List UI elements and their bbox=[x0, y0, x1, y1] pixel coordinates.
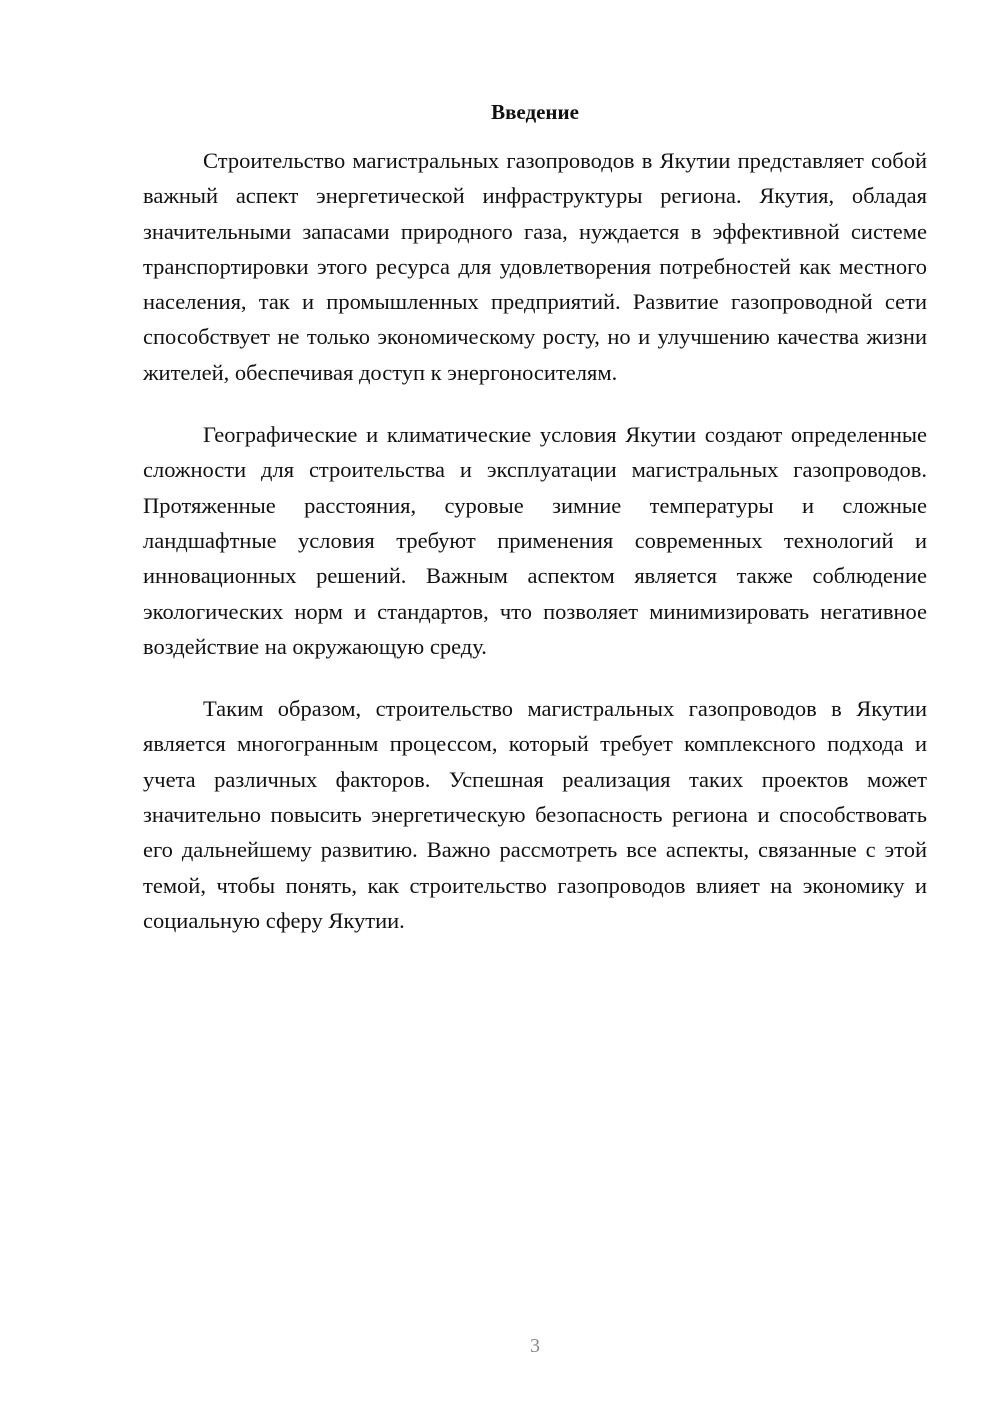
paragraph-1: Строительство магистральных газопроводов в Якутии представляет собой важный аспект энергетической инфраструктуры региона. Якутия, обладая значительными запасами природного газа, нуждается в эффективной системе транспортировки этого ресурса для удовлетворения потребностей как местного населения, так и промышленных предприятий. Развитие газопроводной сети способствует не только экономическому росту, но и улучшению качества жизни жителей, обеспечивая доступ к энергоносителям. bbox=[143, 148, 927, 385]
paragraph-2: Географические и климатические условия Якутии создают определенные сложности для строительства и эксплуатации магистральных газопроводов. Протяженные расстояния, суровые зимние температуры и сложные ландшафтные условия требуют применения современных технологий и инновационных решений. Важным аспектом является также соблюдение экологических норм и стандартов, что позволяет минимизировать негативное воздействие на окружающую среду. bbox=[143, 422, 927, 659]
section-heading: Введение bbox=[491, 100, 579, 124]
page-number: 3 bbox=[530, 1335, 540, 1357]
document-body bbox=[143, 143, 927, 965]
paragraph-3: Таким образом, строительство магистральных газопроводов в Якутии является многогранным процессом, который требует комплексного подхода и учета различных факторов. Успешная реализация таких проектов может значительно повысить энергетическую безопасность региона и способствовать его дальнейшему развитию. Важно рассмотреть все аспекты, связанные с этой темой, чтобы понять, как строительство газопроводов влияет на экономику и социальную сферу Якутии. bbox=[143, 696, 927, 933]
